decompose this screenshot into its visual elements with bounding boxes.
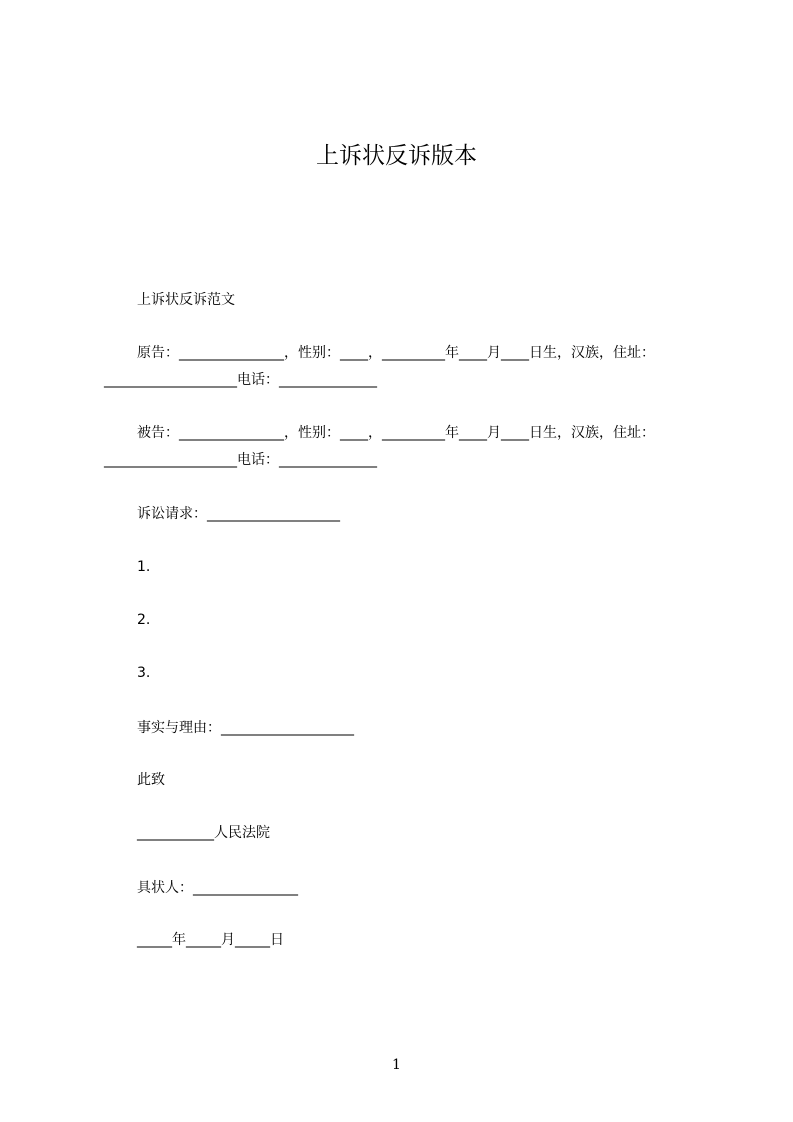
defendant-line-1: 被告：_______________，性别：____，_________年____月____日生，汉族，住址： — [137, 425, 655, 441]
defendant-line-2: ___________________电话：______________ — [104, 452, 377, 468]
page-title: 上诉状反诉版本 — [316, 143, 477, 169]
court-name: ___________人民法院 — [137, 825, 270, 841]
claims-label: 诉讼请求：___________________ — [137, 506, 340, 522]
petitioner: 具状人：_______________ — [137, 880, 298, 896]
document-subtitle: 上诉状反诉范文 — [137, 292, 235, 308]
plaintiff-line-1: 原告：_______________，性别：____，_________年____月____日生，汉族，住址： — [137, 345, 655, 361]
claim-item-3: 3. — [137, 665, 151, 681]
salutation: 此致 — [137, 772, 165, 788]
signing-date: _____年_____月_____日 — [137, 932, 284, 948]
facts-and-reasons: 事实与理由：___________________ — [137, 720, 354, 736]
plaintiff-line-2: ___________________电话：______________ — [104, 372, 377, 388]
claim-item-1: 1. — [137, 559, 151, 575]
claim-item-2: 2. — [137, 612, 151, 628]
page-number: 1 — [392, 1057, 401, 1073]
